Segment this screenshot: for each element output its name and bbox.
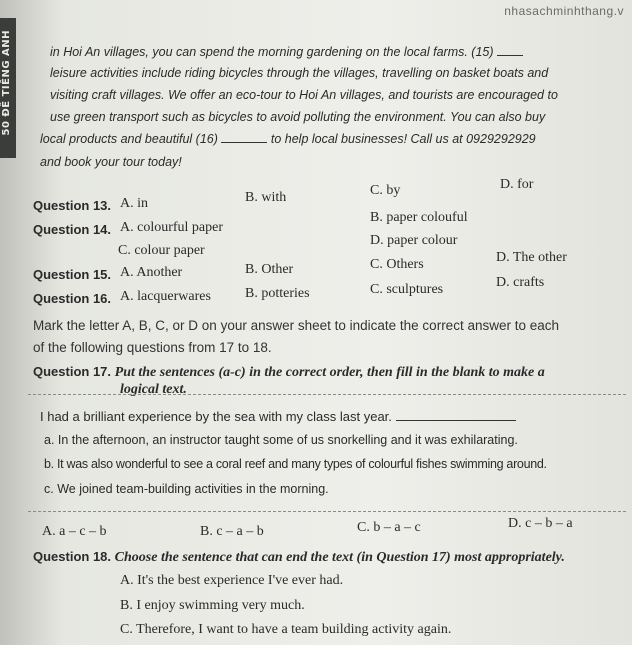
passage-line-4: use green transport such as bicycles to avoid polluting the environment. You can also buy bbox=[50, 110, 546, 124]
q14-option-b[interactable]: B. paper colouful bbox=[370, 210, 468, 225]
passage-line-3: visiting craft villages. We offer an eco-tour to Hoi An villages, and tourists are encouraged to bbox=[50, 88, 558, 102]
passage-line-1: in Hoi An villages, you can spend the morning gardening on the local farms. (15) bbox=[50, 45, 523, 59]
q17-option-b[interactable]: B. c – a – b bbox=[200, 524, 264, 539]
instruction-line-2: of the following questions from 17 to 18. bbox=[33, 340, 272, 355]
q17-option-c[interactable]: C. b – a – c bbox=[357, 520, 421, 535]
q13-option-c[interactable]: C. by bbox=[370, 183, 401, 198]
q16-option-d[interactable]: D. crafts bbox=[496, 275, 545, 290]
passage-line-5: local products and beautiful (16) to help local businesses! Call us at 0929292929 bbox=[40, 132, 536, 146]
q14-option-a[interactable]: A. colourful paper bbox=[120, 220, 224, 235]
q17-option-d[interactable]: D. c – b – a bbox=[508, 516, 573, 531]
q14-option-d[interactable]: D. paper colour bbox=[370, 233, 458, 248]
question-13-label: Question 13. bbox=[33, 198, 112, 213]
q18-option-a[interactable]: A. It's the best experience I've ever had. bbox=[120, 573, 344, 588]
question-16-label: Question 16. bbox=[33, 291, 112, 306]
q18-option-c[interactable]: C. Therefore, I want to have a team building activity again. bbox=[120, 622, 452, 637]
q13-option-b[interactable]: B. with bbox=[245, 190, 287, 205]
passage-line-2: leisure activities include riding bicycles through the villages, travelling on basket boats and bbox=[50, 66, 549, 80]
q13-option-a[interactable]: A. in bbox=[120, 196, 148, 211]
q15-option-b[interactable]: B. Other bbox=[245, 262, 294, 277]
q17-sentence-b: b. It was also wonderful to see a coral reef and many types of colourful fishes swimming around. bbox=[44, 457, 547, 471]
q16-option-c[interactable]: C. sculptures bbox=[370, 282, 444, 297]
q17-sentence-a: a. In the afternoon, an instructor taught some of us snorkelling and it was exhilarating. bbox=[44, 433, 518, 447]
q18-option-b[interactable]: B. I enjoy swimming very much. bbox=[120, 598, 305, 613]
q16-option-a[interactable]: A. lacquerwares bbox=[120, 289, 211, 304]
spine-label: 50 ĐỀ TIẾNG ANH bbox=[1, 30, 12, 136]
question-14-label: Question 14. bbox=[33, 222, 112, 237]
question-15-label: Question 15. bbox=[33, 267, 112, 282]
q14-option-c[interactable]: C. colour paper bbox=[118, 243, 205, 258]
q17-opening-sentence: I had a brilliant experience by the sea with my class last year. bbox=[40, 409, 516, 424]
question-18-prompt: Question 18. Choose the sentence that can end the text (in Question 17) most appropriately. bbox=[33, 549, 565, 565]
q15-option-a[interactable]: A. Another bbox=[120, 265, 183, 280]
q13-option-d[interactable]: D. for bbox=[500, 177, 534, 192]
passage-line-6: and book your tour today! bbox=[40, 155, 182, 169]
question-17-prompt-2: logical text. bbox=[120, 382, 187, 397]
q17-option-a[interactable]: A. a – c – b bbox=[42, 524, 107, 539]
instruction-line-1: Mark the letter A, B, C, or D on your answer sheet to indicate the correct answer to each bbox=[33, 318, 559, 333]
watermark: nhasachminhthang.v bbox=[504, 4, 624, 18]
q17-sentence-c: c. We joined team-building activities in the morning. bbox=[44, 482, 329, 496]
q15-option-c[interactable]: C. Others bbox=[370, 257, 424, 272]
question-17-prompt: Question 17. Put the sentences (a-c) in the correct order, then fill in the blank to make a bbox=[33, 364, 545, 380]
q16-option-b[interactable]: B. potteries bbox=[245, 286, 310, 301]
q15-option-d[interactable]: D. The other bbox=[496, 250, 567, 265]
